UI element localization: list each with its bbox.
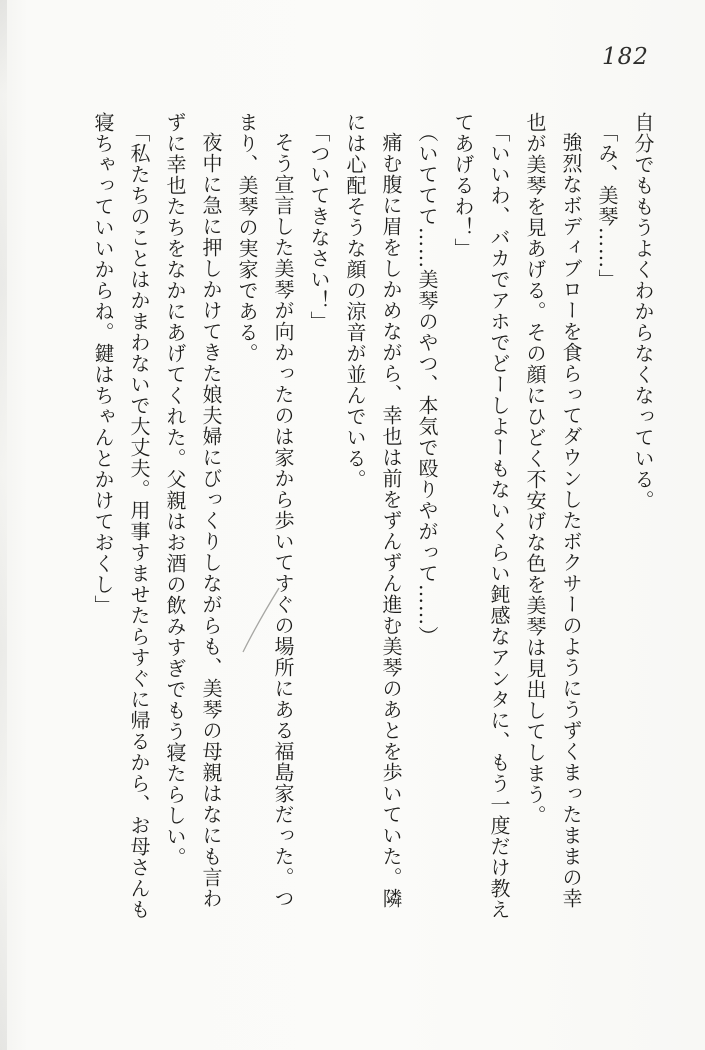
text-column: には心配そうな顔の涼音が並んでいる。 (343, 112, 367, 490)
text-column: ずに幸也たちをなかにあげてくれた。父親はお酒の飲みすぎでもう寝たらしい。 (163, 112, 187, 868)
text-column: 「ついてきなさい！」 (307, 122, 331, 332)
page-number: 182 (602, 44, 649, 70)
text-column: 強烈なボディブローを食らってダウンしたボクサーのようにうずくまったままの幸 (559, 132, 583, 909)
vertical-text-block (85, 112, 661, 970)
page-edge-shadow (0, 0, 7, 1050)
text-column: （いててて……美琴のやつ、本気で殴りやがって……） (415, 122, 439, 647)
text-column: 「み、美琴……」 (595, 122, 619, 290)
text-column: 寝ちゃっていいからね。鍵はちゃんとかけておくし」 (91, 112, 115, 616)
text-column: まり、美琴の実家である。 (235, 112, 259, 364)
text-column: 自分でももうよくわからなくなっている。 (631, 112, 655, 511)
text-column: 也が美琴を見あげる。その顔にひどく不安げな色を美琴は見出してしまう。 (523, 112, 547, 826)
text-column: 夜中に急に押しかけてきた娘夫婦にびっくりしながらも、美琴の母親はなにも言わ (199, 132, 223, 909)
text-column: そう宣言した美琴が向かったのは家から歩いてすぐの場所にある福島家だった。つ (271, 132, 295, 909)
text-column: 「私たちのことはかまわないで大丈夫。用事すませたらすぐに帰るから、お母さんも (127, 122, 151, 920)
text-column: てあげるわ！」 (451, 112, 475, 259)
text-column: 「いいわ、バカでアホでどーしよーもないくらい鈍感なアンタに、もう一度だけ教え (487, 122, 511, 920)
text-column: 痛む腹に眉をしかめながら、幸也は前をずんずん進む美琴のあとを歩いていた。隣 (379, 132, 403, 909)
